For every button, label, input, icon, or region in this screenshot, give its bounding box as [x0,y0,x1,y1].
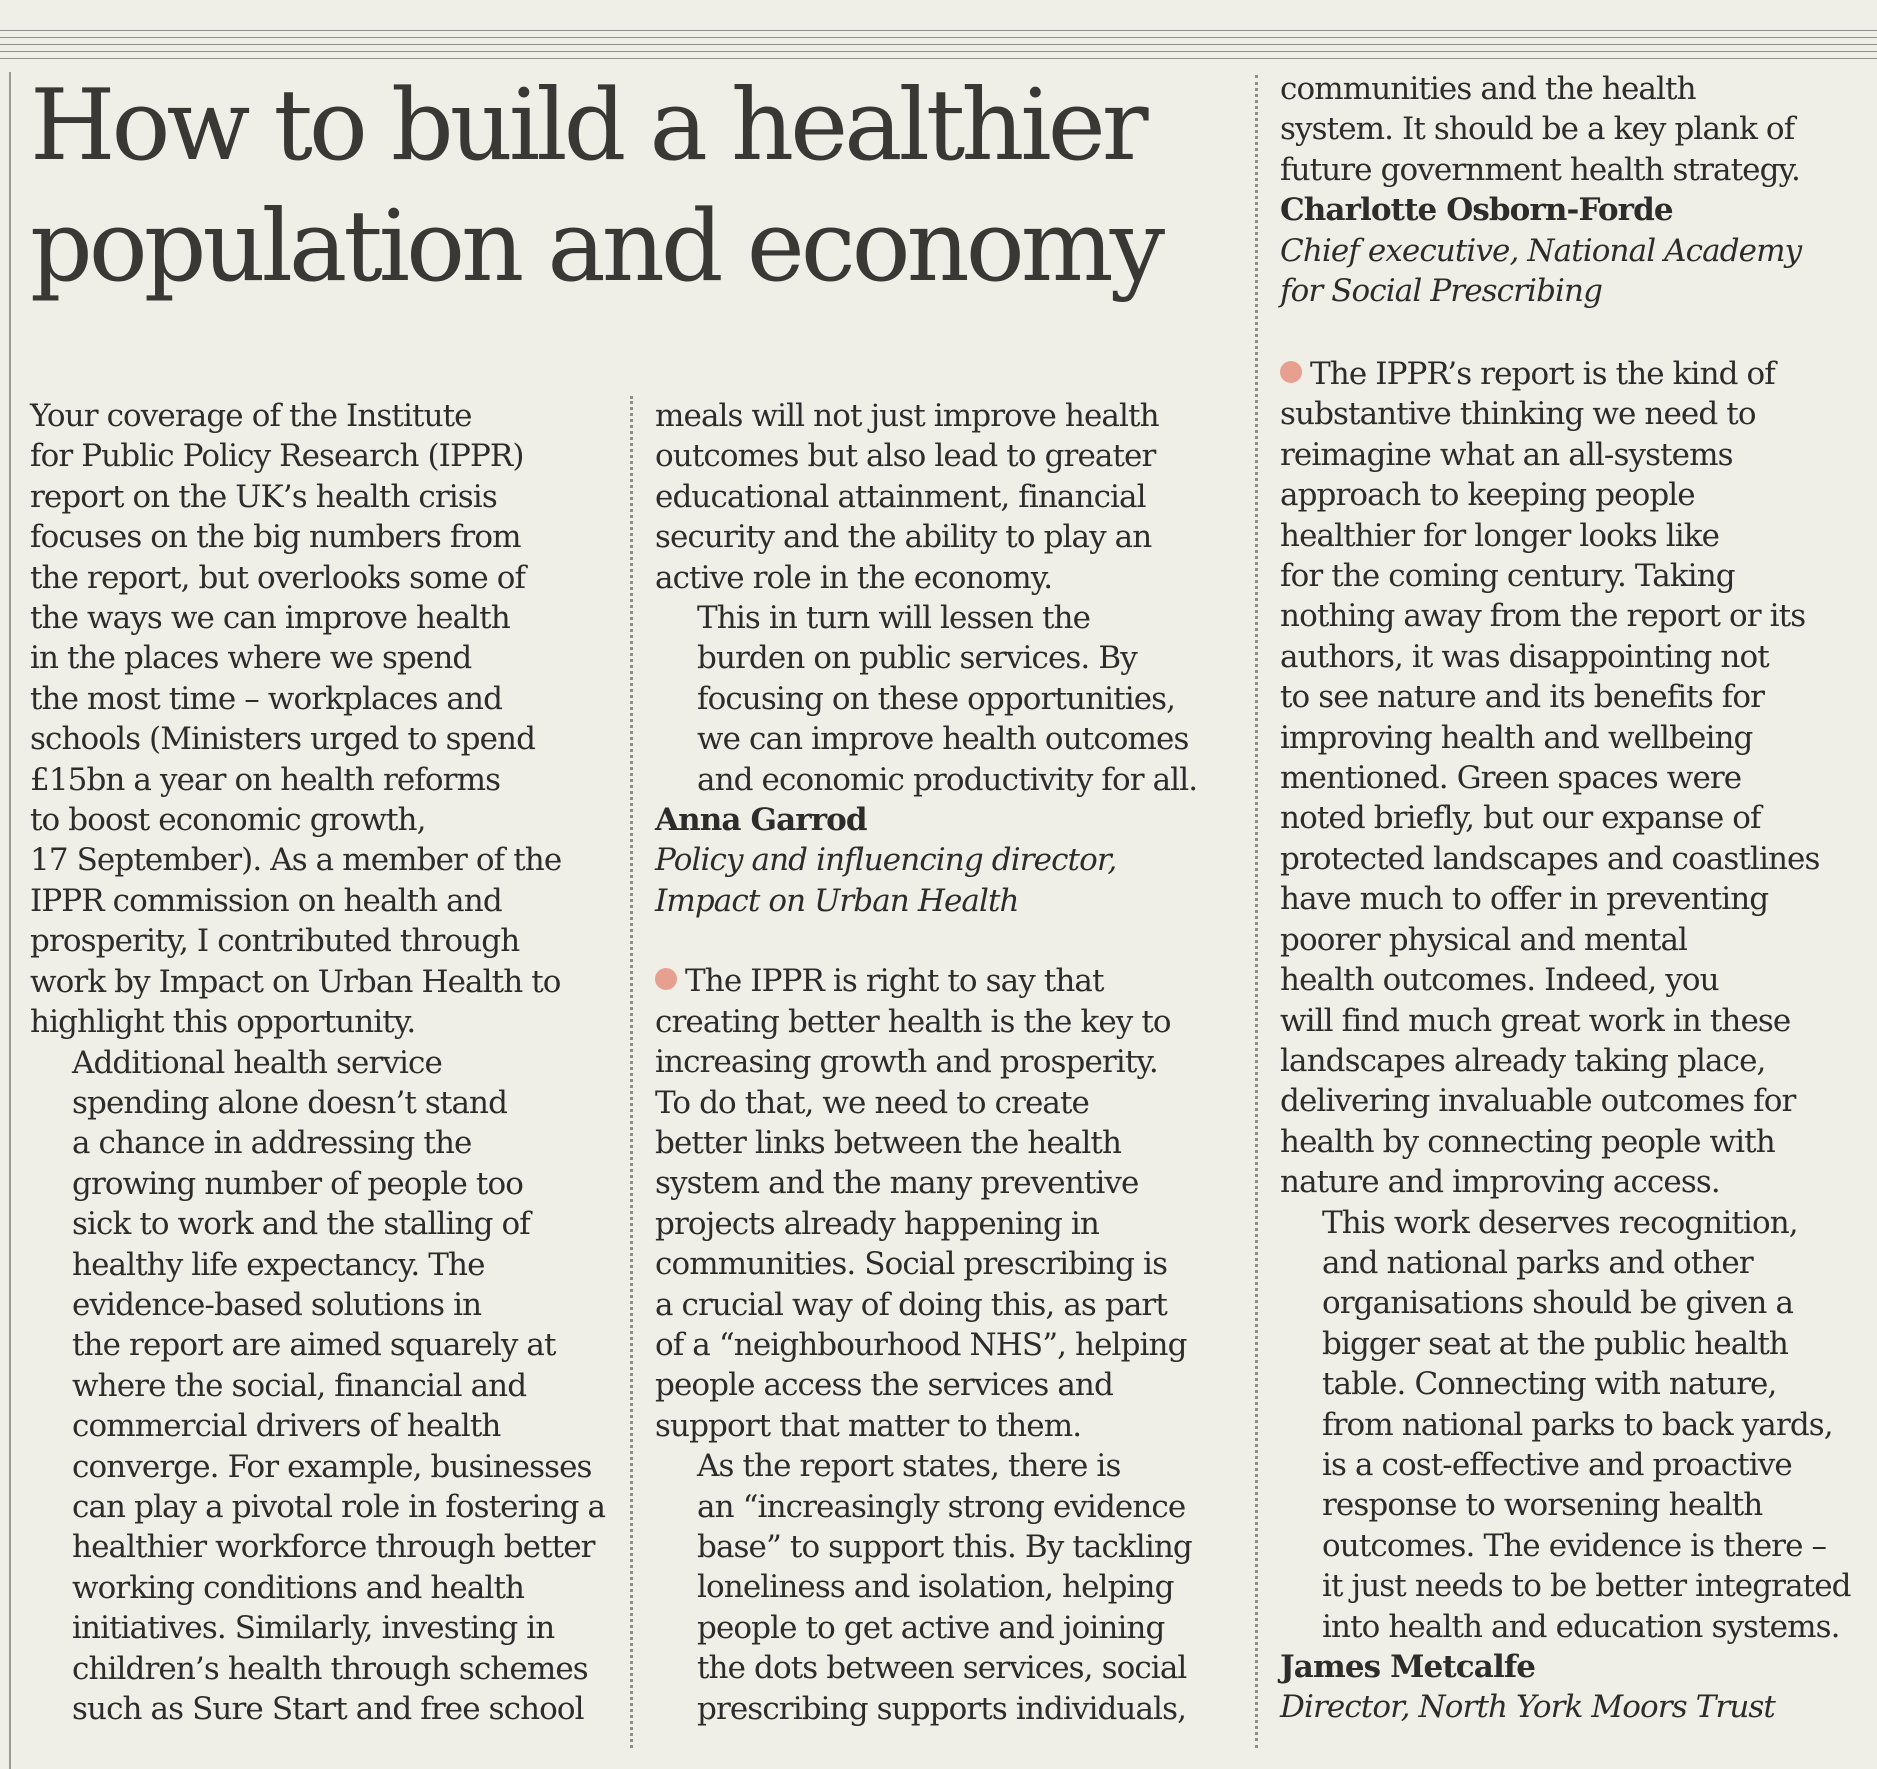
text-line: is a cost-effective and proactive [1322,1446,1792,1483]
text-line: into health and education systems. [1322,1608,1840,1645]
text-line: where the social, financial and [72,1367,527,1404]
text-line: of a “neighbourhood NHS”, helping [655,1326,1187,1363]
text-line: reimagine what an all-systems [1280,436,1733,473]
column-divider-2 [1255,75,1258,1748]
text-line: future government health strategy. [1280,151,1800,188]
text-line: we can improve health outcomes [697,721,1189,758]
text-line: and economic productivity for all. [697,761,1198,798]
text-line: evidence-based solutions in [72,1286,482,1323]
text-line: response to worsening health [1322,1487,1763,1524]
letter-2-paragraph-2-continued [1280,69,1870,190]
column-2 [655,396,1245,1729]
column-3-bottom [1280,354,1870,1728]
letter-3-paragraph-2 [1280,1203,1870,1647]
text-line: The IPPR’s report is the kind of [1310,356,1775,392]
text-line: converge. For example, businesses [72,1448,592,1485]
text-line: improving health and wellbeing [1280,719,1753,756]
text-line: approach to keeping people [1280,477,1695,514]
column-divider-1 [630,396,633,1748]
letter-2-paragraph-2 [655,1446,1245,1729]
text-line: organisations should be given a [1322,1285,1794,1322]
headline-line: population and economy [30,190,1162,304]
text-line: initiatives. Similarly, investing in [72,1610,555,1647]
text-line: health by connecting people with [1280,1123,1775,1160]
text-line: the most time – workplaces and [30,680,503,717]
signature-title: Chief executive, National Academy [1280,232,1802,269]
text-line: 17 September). As a member of the [30,842,562,879]
signature-title: Director, North York Moors Trust [1280,1689,1775,1726]
text-line: prosperity, I contributed through [30,923,520,960]
text-line: IPPR commission on health and [30,882,502,919]
text-line: for Public Policy Research (IPPR) [30,438,524,475]
text-line: system. It should be a key plank of [1280,111,1795,148]
signature-title: Policy and influencing director, [655,842,1117,879]
text-line: spending alone doesn’t stand [72,1084,508,1121]
text-line: loneliness and isolation, helping [697,1569,1174,1606]
text-line: substantive thinking we need to [1280,396,1756,433]
text-line: active role in the economy. [655,559,1053,596]
text-line: sick to work and the stalling of [72,1206,530,1243]
text-line: focusing on these opportunities, [697,680,1176,717]
text-line: working conditions and health [72,1569,525,1606]
text-line: Your coverage of the Institute [30,398,472,434]
text-line: it just needs to be better integrated [1322,1568,1851,1605]
letter-3-paragraph-1 [1280,354,1870,1203]
text-line: Additional health service [72,1044,442,1081]
text-line: landscapes already taking place, [1280,1042,1766,1079]
masthead-rules [0,30,1877,62]
text-line: the dots between services, social [697,1650,1187,1687]
text-line: healthy life expectancy. The [72,1246,485,1283]
text-line: base” to support this. By tackling [697,1528,1192,1565]
text-line: health outcomes. Indeed, you [1280,962,1719,999]
text-line: highlight this opportunity. [30,1004,416,1041]
text-line: The IPPR is right to say that [685,963,1104,1000]
text-line: in the places where we spend [30,640,472,677]
text-line: table. Connecting with nature, [1322,1366,1777,1403]
text-line: As the report states, there is [697,1448,1121,1485]
headline-line: How to build a healthier [30,69,1145,183]
text-line: This work deserves recognition, [1322,1204,1798,1241]
text-line: children’s health through schemes [72,1650,588,1687]
text-line: a chance in addressing the [72,1125,472,1162]
headline [30,66,1250,308]
signature-name: Charlotte Osborn-Forde [1280,192,1673,229]
text-line: have much to offer in preventing [1280,881,1769,918]
text-line: communities. Social prescribing is [655,1246,1168,1283]
column-3-top [1280,69,1870,311]
text-line: meals will not just improve health [655,398,1159,434]
letter-1-paragraph-3 [655,598,1245,800]
text-line: system and the many preventive [655,1165,1139,1202]
letter-2-paragraph-1 [655,961,1245,1446]
text-line: nothing away from the report or its [1280,598,1806,635]
text-line: healthier workforce through better [72,1529,595,1566]
text-line: the ways we can improve health [30,600,510,637]
text-line: and national parks and other [1322,1244,1753,1281]
bullet-dot-icon [1280,361,1302,383]
text-line: people access the services and [655,1367,1113,1404]
text-line: the report, but overlooks some of [30,559,526,596]
bulleted-line [1280,354,1870,394]
text-line: noted briefly, but our expanse of [1280,800,1761,837]
text-line: to see nature and its benefits for [1280,679,1765,716]
text-line: schools (Ministers urged to spend [30,721,536,758]
text-line: delivering invaluable outcomes for [1280,1083,1796,1120]
text-line: increasing growth and prosperity. [655,1044,1158,1081]
text-line: creating better health is the key to [655,1003,1171,1040]
text-line: focuses on the big numbers from [30,519,521,556]
text-line: to boost economic growth, [30,802,426,839]
text-line: outcomes. The evidence is there – [1322,1527,1827,1564]
text-line: £15bn a year on health reforms [30,761,501,798]
text-line: outcomes but also lead to greater [655,438,1156,475]
text-line: work by Impact on Urban Health to [30,963,561,1000]
text-line: authors, it was disappointing not [1280,638,1769,675]
text-line: can play a pivotal role in fostering a [72,1488,606,1525]
letter-1-paragraph-2 [30,1043,620,1730]
text-line: nature and improving access. [1280,1164,1720,1201]
text-line: educational attainment, financial [655,478,1146,515]
text-line: will find much great work in these [1280,1002,1791,1039]
signature-title: Impact on Urban Health [655,882,1019,919]
text-line: people to get active and joining [697,1609,1165,1646]
text-line: bigger seat at the public health [1322,1325,1788,1362]
text-line: growing number of people too [72,1165,524,1202]
text-line: burden on public services. By [697,640,1137,677]
text-line: communities and the health [1280,71,1696,107]
left-border-rule [9,72,11,1769]
text-line: To do that, we need to create [655,1084,1089,1121]
bullet-dot-icon [655,968,677,990]
text-line: protected landscapes and coastlines [1280,840,1820,877]
text-line: such as Sure Start and free school [72,1691,584,1727]
signature-name: Anna Garrod [655,802,867,839]
text-line: This in turn will lessen the [697,600,1091,637]
text-line: better links between the health [655,1124,1122,1161]
letter-1-paragraph-2-continued [655,396,1245,598]
signature-name: James Metcalfe [1280,1649,1536,1685]
text-line: a crucial way of doing this, as part [655,1286,1167,1323]
text-line: mentioned. Green spaces were [1280,760,1742,797]
text-line: support that matter to them. [655,1407,1082,1444]
text-line: for the coming century. Taking [1280,558,1735,595]
text-line: an “increasingly strong evidence [697,1488,1186,1525]
text-line: prescribing supports individuals, [697,1690,1187,1727]
text-line: report on the UK’s health crisis [30,478,497,515]
column-1 [30,396,620,1729]
signature-title: for Social Prescribing [1280,273,1603,310]
text-line: projects already happening in [655,1205,1099,1242]
text-line: healthier for longer looks like [1280,517,1720,554]
text-line: commercial drivers of health [72,1408,501,1445]
text-line: the report are aimed squarely at [72,1327,556,1364]
text-line: poorer physical and mental [1280,921,1688,958]
letter-1-paragraph-1 [30,396,620,1043]
text-line: security and the ability to play an [655,519,1152,556]
bulleted-line [655,961,1245,1001]
text-line: from national parks to back yards, [1322,1406,1833,1443]
